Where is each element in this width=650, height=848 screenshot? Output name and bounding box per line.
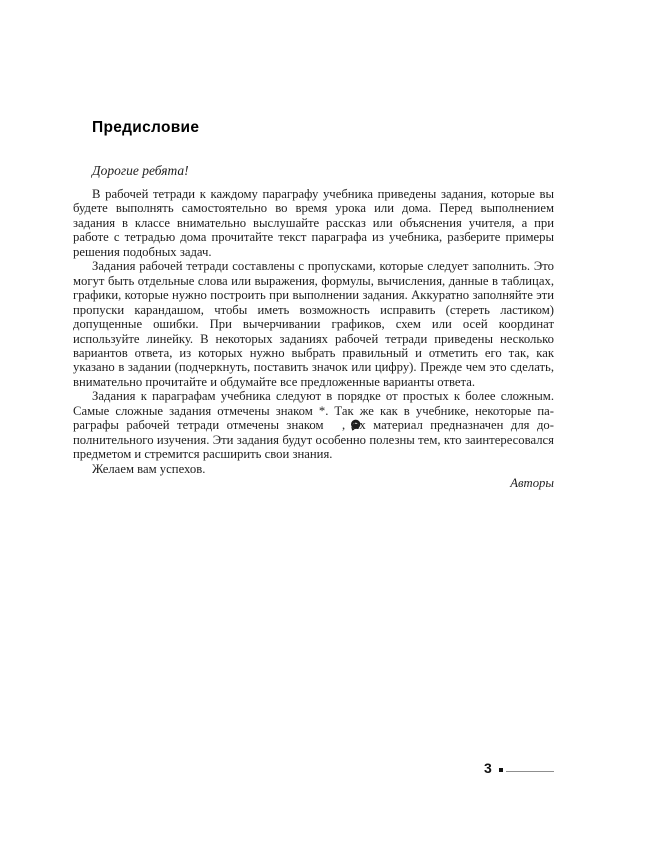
authors-signature: Авторы [510, 476, 554, 491]
footer-rule [506, 771, 554, 772]
page-title: Предисловие [92, 119, 200, 136]
advanced-material-icon [331, 419, 342, 431]
paragraph-3 [73, 389, 554, 461]
paragraph-1: В рабочей тетради к каждому параграфу учебника приведены задания, которые вы будете выполнять самостоятельно во время урока или дома. Перед выполнением задания в классе внимательно выслушайте рассказ или объяснения учителя, а при работе с тетрадью дома прочитайте текст параграфа из учебника, разберите примеры решения подобных задач. [73, 187, 554, 259]
salutation: Дорогие ребята! [92, 163, 189, 178]
closing-line: Желаем вам успехов. [92, 461, 206, 476]
paragraph-3-text-after-icon: , их материал предназначен для дополнительного изучения. Эти задания будут особенно полезны тем, кто заинтересовался предметом и стремится расширить свои знания. [73, 418, 555, 462]
page-number: 3 [484, 760, 492, 776]
footer-square-marker [499, 768, 503, 772]
paragraph-2: Задания рабочей тетради составлены с пропусками, которые следует заполнить. Это могут быть отдельные слова или выражения, формулы, вычисления, данные в таблицах, графики, которые нужно построить при выполнении задания. Аккуратно заполняйте эти пропуски карандашом, чтобы иметь возможность исправить (стереть ластиком) допущенные ошибки. При вычерчивании графиков, схем или осей координат используйте линейку. В некоторых заданиях рабочей тетради приведены несколько вариантов ответа, из которых нужно выбрать правильный и отметить его так, как указано в задании (подчеркнуть, поставить значок или цифру). Прежде чем это сделать, внимательно прочитайте и обдумайте все предложенные варианты ответа. [73, 259, 554, 389]
paragraph-3-text-before-icon: Задания к параграфам учебника следуют в порядке от простых к более сложным. Самые сложные задания отмечены знаком *. Так же как в учебнике, некоторые параграфы рабочей тетради отмечены знаком [73, 389, 554, 433]
preface-text [73, 187, 554, 491]
